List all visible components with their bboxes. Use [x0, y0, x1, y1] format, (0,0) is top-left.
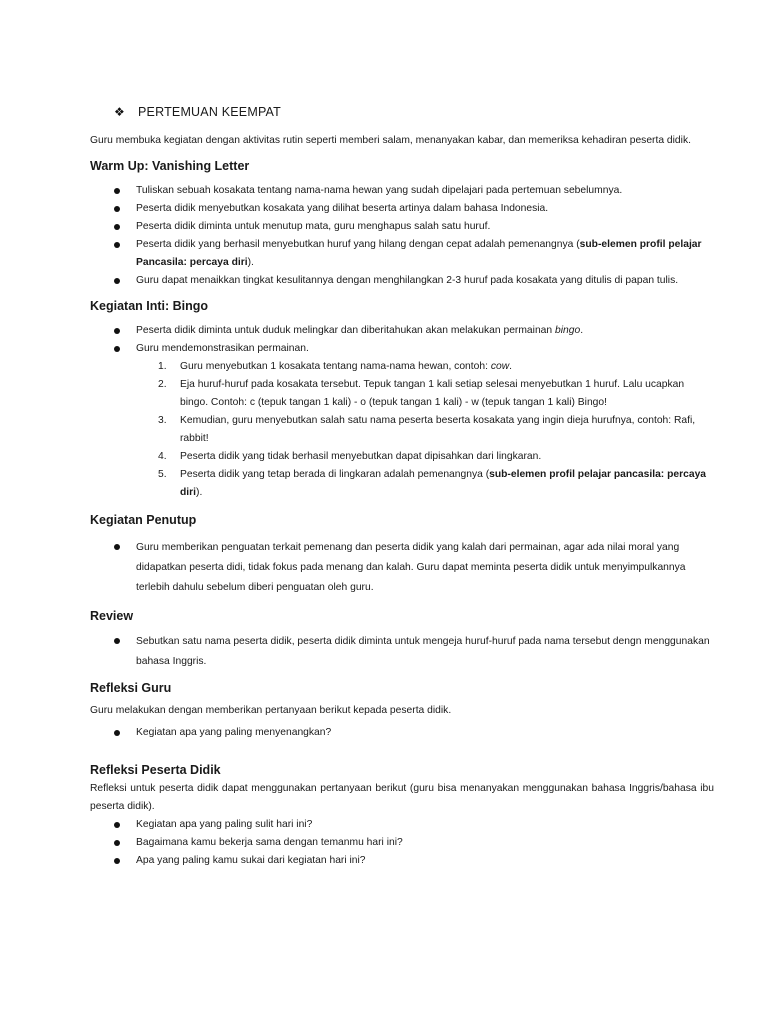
warmup-heading: Warm Up: Vanishing Letter	[90, 159, 250, 173]
step-text: ).	[196, 487, 203, 498]
numbered-item	[90, 412, 714, 448]
list-item: Kegiatan apa yang paling sulit hari ini?	[90, 816, 714, 834]
list-item-text: ).	[247, 257, 254, 268]
refleksi-peserta-intro: Refleksi untuk peserta didik dapat menggunakan pertanyaan berikut (guru bisa menanyakan menggunakan bahasa Inggris/bahasa ibu peserta didik).	[90, 783, 714, 812]
step-text: Peserta didik yang tidak berhasil menyebutkan dapat dipisahkan dari lingkaran.	[180, 451, 542, 462]
step-text: Peserta didik yang tetap berada di lingkaran adalah pemenangnya (	[180, 469, 490, 480]
numbered-item	[90, 448, 714, 466]
step-number: 2.	[158, 379, 167, 390]
list-item: Tuliskan sebuah kosakata tentang nama-nama hewan yang sudah dipelajari pada pertemuan sebelumnya.	[90, 182, 714, 200]
list-item: Sebutkan satu nama peserta didik, peserta didik diminta untuk mengeja huruf-huruf pada nama tersebut dengn menggunakan bahasa Inggris.	[90, 632, 714, 672]
refleksi-peserta-heading: Refleksi Peserta Didik	[90, 763, 221, 777]
step-number: 5.	[158, 469, 167, 480]
list-item-text: .	[580, 325, 584, 336]
section-title: PERTEMUAN KEEMPAT	[138, 105, 282, 119]
penutup-list	[90, 538, 714, 598]
list-item: Apa yang paling kamu sukai dari kegiatan hari ini?	[90, 852, 714, 870]
refleksi-guru-heading: Refleksi Guru	[90, 681, 172, 695]
numbered-item	[90, 358, 714, 376]
inti-steps-list	[90, 358, 714, 502]
step-bold-text: sub-elemen profil pelajar pancasila: percaya diri	[180, 469, 707, 498]
intro-paragraph: Guru membuka kegiatan dengan aktivitas rutin seperti memberi salam, menanyakan kabar, dan memeriksa kehadiran peserta didik.	[90, 135, 691, 146]
step-text: Eja huruf-huruf pada kosakata tersebut. Tepuk tangan 1 kali setiap selesai menyebutkan 1 huruf. Lalu ucapkan bingo. Contoh: c (tepuk tangan 1 kali) - o (tepuk tangan 1 kali) - w (tepuk tangan 1 kali) Bingo!	[180, 379, 685, 408]
refleksi-peserta-list	[90, 816, 714, 870]
refleksi-guru-intro: Guru melakukan dengan memberikan pertanyaan berikut kepada peserta didik.	[90, 705, 452, 716]
inti-list	[90, 322, 714, 358]
list-item: Peserta didik diminta untuk menutup mata, guru menghapus salah satu huruf.	[90, 218, 714, 236]
list-item	[90, 236, 714, 272]
step-text: Guru menyebutkan 1 kosakata tentang nama-nama hewan, contoh:	[180, 361, 491, 372]
list-item: Bagaimana kamu bekerja sama dengan temanmu hari ini?	[90, 834, 714, 852]
list-item-text: Peserta didik yang berhasil menyebutkan huruf yang hilang dengan cepat adalah pemenangnya (	[136, 239, 580, 250]
list-item: Peserta didik menyebutkan kosakata yang dilihat beserta artinya dalam bahasa Indonesia.	[90, 200, 714, 218]
inti-heading: Kegiatan Inti: Bingo	[90, 299, 209, 313]
list-item-text: Peserta didik diminta untuk duduk melingkar dan diberitahukan akan melakukan permainan	[136, 325, 555, 336]
numbered-item	[90, 376, 714, 412]
penutup-heading: Kegiatan Penutup	[90, 513, 197, 527]
list-item: Guru mendemonstrasikan permainan.	[90, 340, 714, 358]
list-item: Guru dapat menaikkan tingkat kesulitannya dengan menghilangkan 2-3 huruf pada kosakata yang ditulis di papan tulis.	[90, 272, 714, 290]
numbered-item	[90, 466, 714, 502]
list-item-bold-text: sub-elemen profil pelajar Pancasila: percaya diri	[136, 239, 702, 268]
list-item-italic-text: bingo	[555, 325, 581, 336]
warmup-list	[90, 182, 714, 290]
step-number: 4.	[158, 451, 167, 462]
review-heading: Review	[90, 609, 134, 623]
review-list	[90, 632, 714, 672]
step-number: 1.	[158, 361, 167, 372]
list-item	[90, 322, 714, 340]
list-item: Kegiatan apa yang paling menyenangkan?	[90, 724, 714, 742]
document-page	[90, 100, 714, 870]
step-italic-text: cow	[490, 361, 510, 372]
step-text: .	[509, 361, 513, 372]
list-item: Guru memberikan penguatan terkait pemenang dan peserta didik yang kalah dari permainan, agar ada nilai moral yang didapatkan peserta didi, tidak fokus pada menang dan kalah. Guru dapat meminta peserta didik untuk menyimpulkannya terlebih dahulu sebelum diberi penguatan oleh guru.	[90, 538, 714, 598]
step-text: Kemudian, guru menyebutkan salah satu nama peserta beserta kosakata yang ingin dieja hurufnya, contoh: Rafi, rabbit!	[180, 415, 696, 444]
step-number: 3.	[158, 415, 167, 426]
diamond-bullet-icon: ❖	[114, 105, 125, 119]
section-title-line	[114, 100, 714, 124]
refleksi-guru-list	[90, 724, 714, 742]
